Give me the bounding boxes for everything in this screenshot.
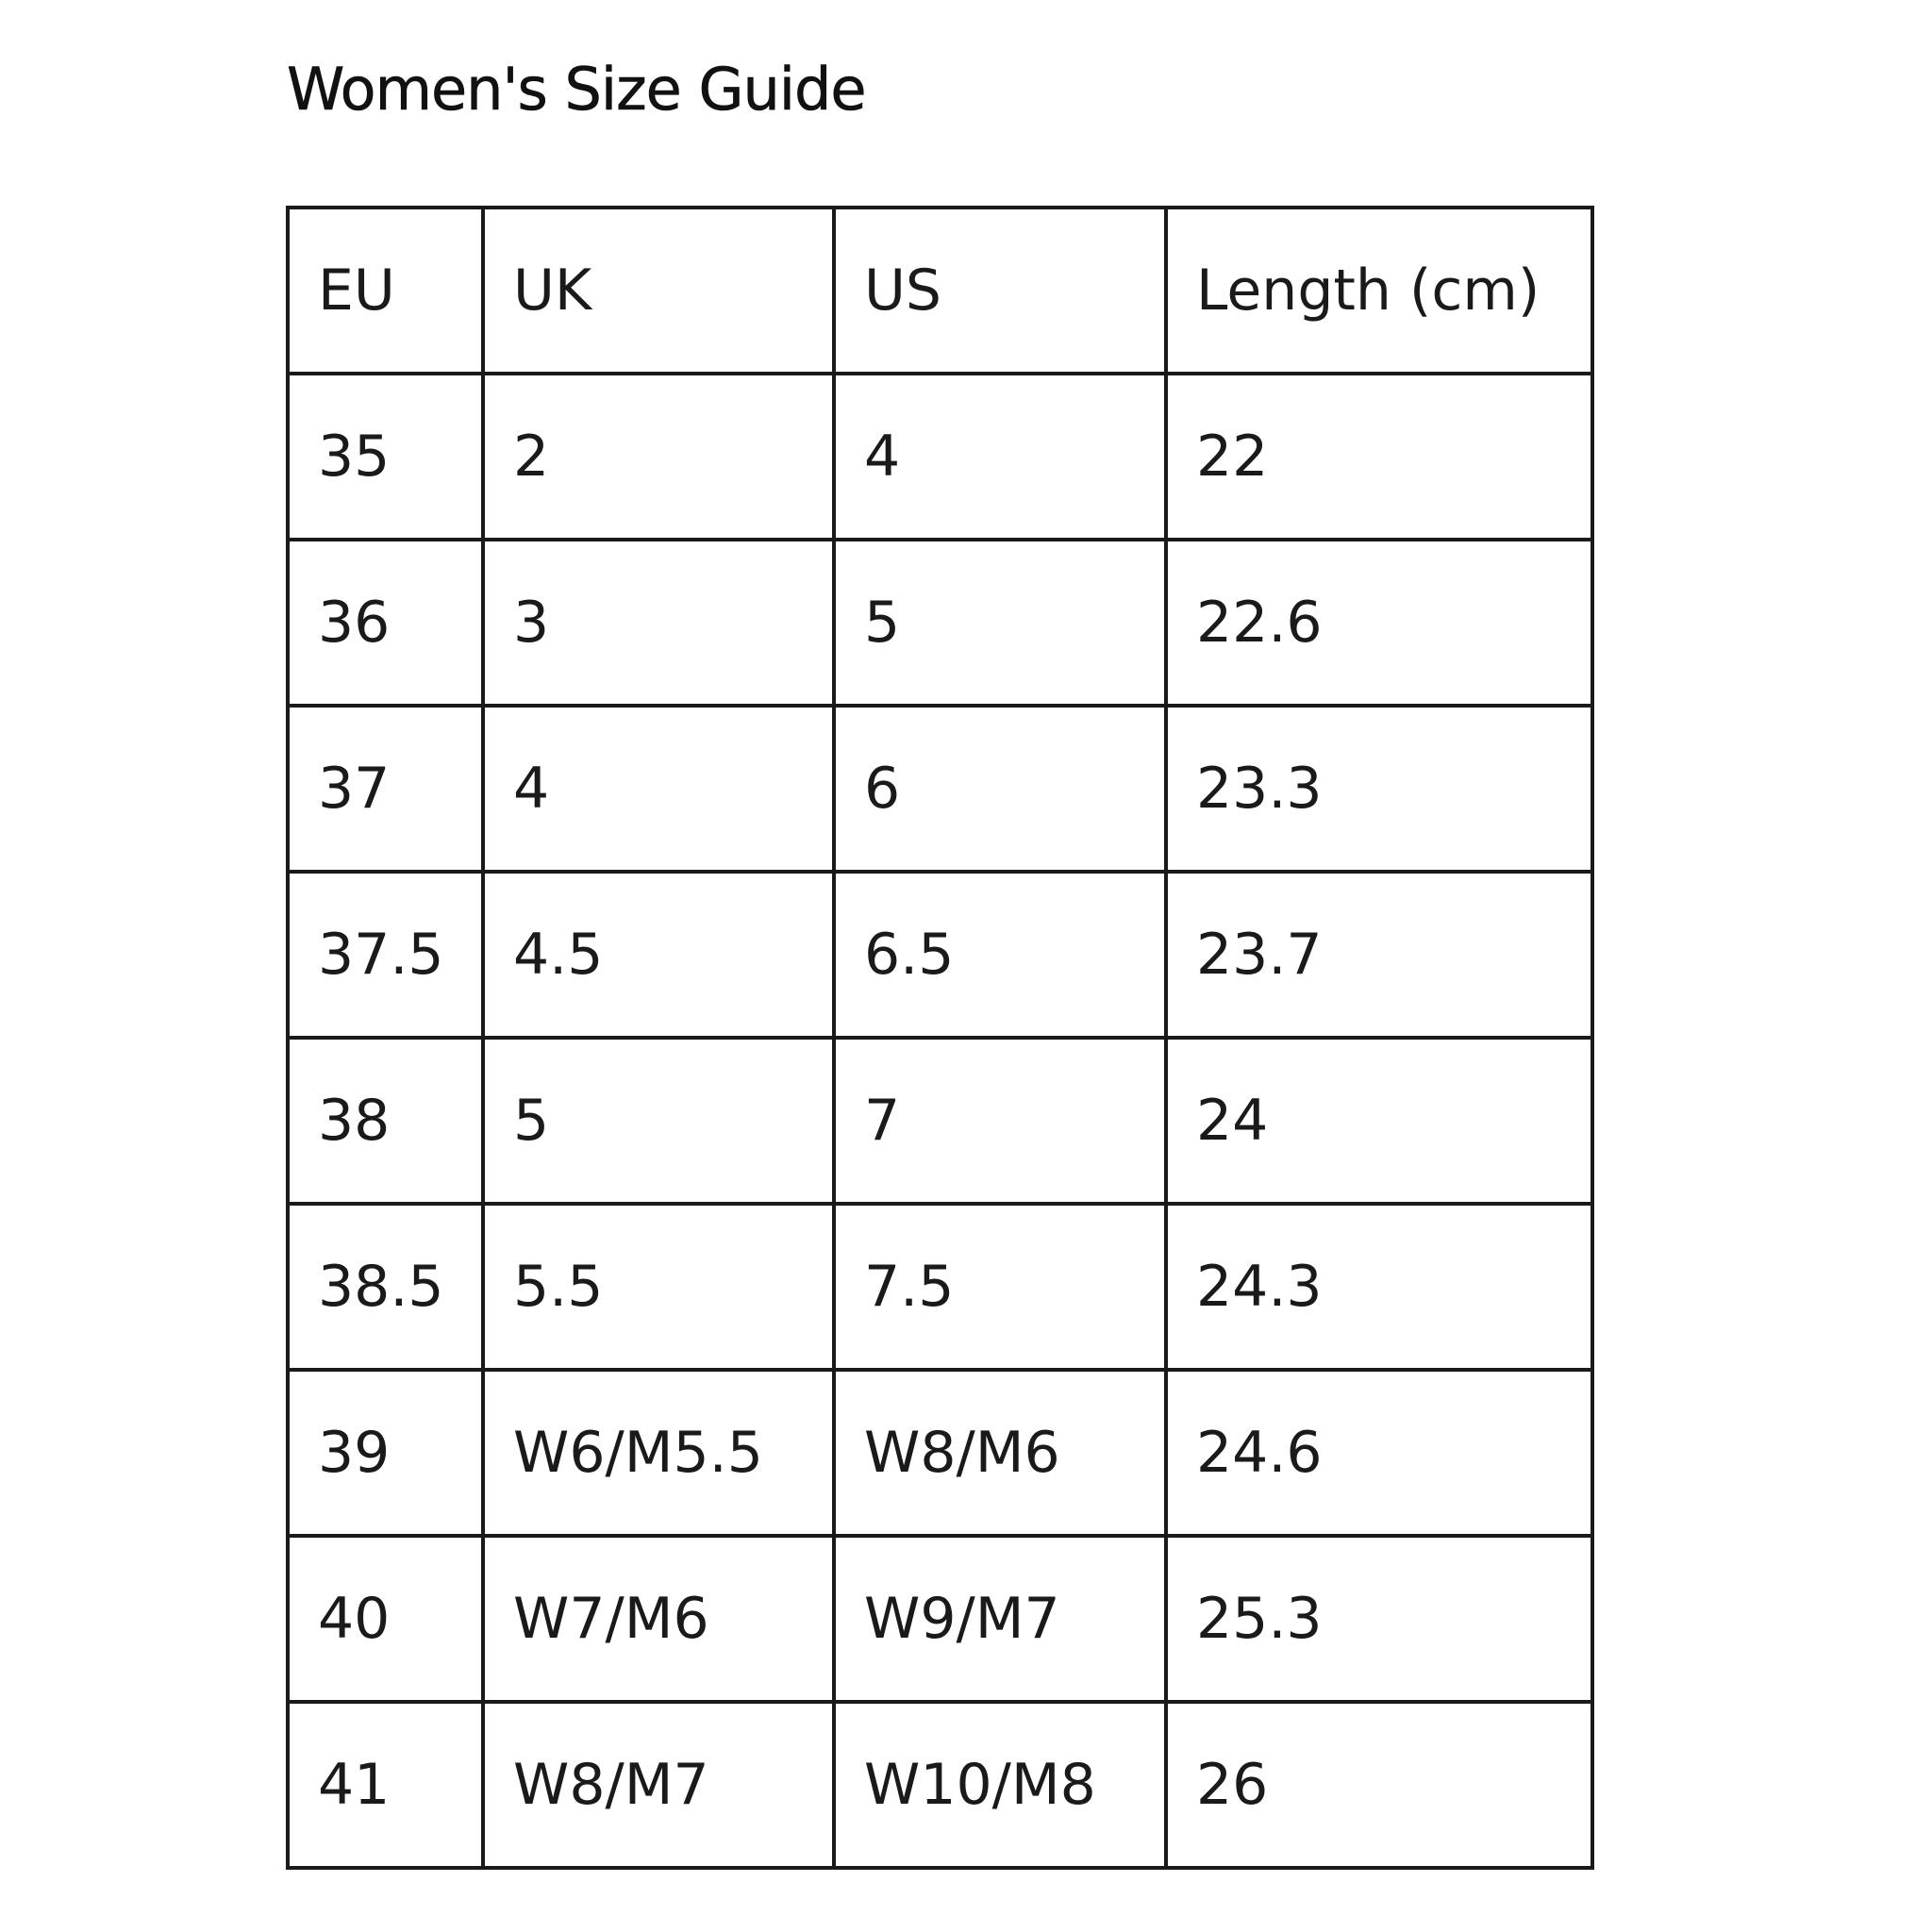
- cell-eu: 39: [288, 1370, 483, 1536]
- cell-eu: 41: [288, 1702, 483, 1868]
- table-row: [288, 1204, 1592, 1370]
- cell-us: 6: [834, 706, 1166, 872]
- cell-length: 22: [1166, 374, 1592, 540]
- page-title: Women's Size Guide: [287, 55, 866, 124]
- cell-us: W10/M8: [834, 1702, 1166, 1868]
- cell-length: 24.6: [1166, 1370, 1592, 1536]
- cell-eu: 37: [288, 706, 483, 872]
- cell-us: W9/M7: [834, 1536, 1166, 1702]
- cell-length: 23.7: [1166, 872, 1592, 1038]
- header-us: US: [834, 208, 1166, 374]
- cell-uk: W8/M7: [483, 1702, 834, 1868]
- table-row: [288, 1702, 1592, 1868]
- cell-eu: 38: [288, 1038, 483, 1204]
- cell-us: 4: [834, 374, 1166, 540]
- table-row: [288, 540, 1592, 706]
- table-row: [288, 1536, 1592, 1702]
- cell-uk: 4.5: [483, 872, 834, 1038]
- cell-length: 22.6: [1166, 540, 1592, 706]
- cell-us: 5: [834, 540, 1166, 706]
- cell-uk: 2: [483, 374, 834, 540]
- cell-eu: 38.5: [288, 1204, 483, 1370]
- cell-uk: 4: [483, 706, 834, 872]
- cell-uk: W7/M6: [483, 1536, 834, 1702]
- cell-uk: 3: [483, 540, 834, 706]
- cell-length: 24: [1166, 1038, 1592, 1204]
- header-eu: EU: [288, 208, 483, 374]
- cell-length: 26: [1166, 1702, 1592, 1868]
- cell-us: 7.5: [834, 1204, 1166, 1370]
- header-uk: UK: [483, 208, 834, 374]
- table-row: [288, 872, 1592, 1038]
- cell-us: 7: [834, 1038, 1166, 1204]
- cell-uk: W6/M5.5: [483, 1370, 834, 1536]
- cell-length: 25.3: [1166, 1536, 1592, 1702]
- header-length: Length (cm): [1166, 208, 1592, 374]
- cell-eu: 36: [288, 540, 483, 706]
- table-row: [288, 374, 1592, 540]
- table-row: [288, 706, 1592, 872]
- cell-us: 6.5: [834, 872, 1166, 1038]
- cell-uk: 5.5: [483, 1204, 834, 1370]
- cell-eu: 40: [288, 1536, 483, 1702]
- table-header-row: [288, 208, 1592, 374]
- table-row: [288, 1038, 1592, 1204]
- size-guide-table: [286, 206, 1594, 1870]
- cell-eu: 37.5: [288, 872, 483, 1038]
- table-row: [288, 1370, 1592, 1536]
- cell-length: 24.3: [1166, 1204, 1592, 1370]
- cell-length: 23.3: [1166, 706, 1592, 872]
- cell-eu: 35: [288, 374, 483, 540]
- cell-us: W8/M6: [834, 1370, 1166, 1536]
- cell-uk: 5: [483, 1038, 834, 1204]
